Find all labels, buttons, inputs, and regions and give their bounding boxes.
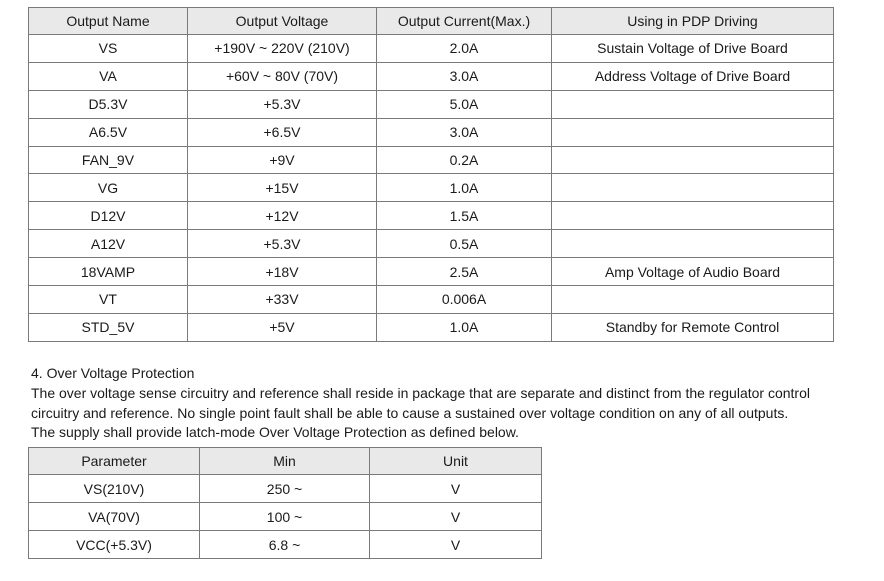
cell-output-current: 0.2A [377,146,552,174]
cell-output-voltage: +5V [188,313,377,341]
table-header-row [29,448,542,475]
table-row [29,258,834,286]
cell-parameter: VCC(+5.3V) [29,531,200,559]
cell-output-name: VT [29,286,188,314]
table-row [29,313,834,341]
table-row [29,475,542,503]
cell-output-current: 3.0A [377,62,552,90]
cell-output-current: 1.0A [377,313,552,341]
table-row [29,202,834,230]
cell-usage [552,90,834,118]
cell-usage [552,146,834,174]
cell-unit: V [370,503,542,531]
cell-output-name: VA [29,62,188,90]
cell-output-name: D5.3V [29,90,188,118]
cell-usage [552,118,834,146]
table-row [29,118,834,146]
cell-unit: V [370,531,542,559]
cell-min: 100 ~ [200,503,370,531]
cell-usage: Address Voltage of Drive Board [552,62,834,90]
header-output-current: Output Current(Max.) [377,8,552,35]
cell-output-voltage: +60V ~ 80V (70V) [188,62,377,90]
cell-parameter: VA(70V) [29,503,200,531]
table-row [29,35,834,63]
cell-min: 250 ~ [200,475,370,503]
header-min: Min [200,448,370,475]
cell-output-voltage: +12V [188,202,377,230]
section-text-line: The over voltage sense circuitry and reference shall reside in package that are separate and distinct from the regulator control [31,384,810,401]
cell-output-voltage: +190V ~ 220V (210V) [188,35,377,63]
table-row [29,531,542,559]
table-row [29,230,834,258]
cell-usage: Sustain Voltage of Drive Board [552,35,834,63]
section-text-line: circuitry and reference. No single point fault shall be able to cause a sustained over voltage condition on any of all outputs. [31,404,789,421]
section-text-line: The supply shall provide latch-mode Over Voltage Protection as defined below. [31,424,519,441]
cell-output-name: 18VAMP [29,258,188,286]
header-using-in-pdp: Using in PDP Driving [552,8,834,35]
cell-min: 6.8 ~ [200,531,370,559]
cell-output-current: 0.006A [377,286,552,314]
cell-unit: V [370,475,542,503]
cell-output-name: A6.5V [29,118,188,146]
cell-usage: Standby for Remote Control [552,313,834,341]
cell-output-current: 2.5A [377,258,552,286]
header-output-name: Output Name [29,8,188,35]
cell-output-name: STD_5V [29,313,188,341]
cell-output-current: 1.5A [377,202,552,230]
output-spec-table [28,7,834,342]
cell-parameter: VS(210V) [29,475,200,503]
cell-output-current: 5.0A [377,90,552,118]
table-row [29,146,834,174]
cell-output-voltage: +15V [188,174,377,202]
cell-output-current: 1.0A [377,174,552,202]
cell-output-name: D12V [29,202,188,230]
cell-usage [552,202,834,230]
cell-output-name: VS [29,35,188,63]
cell-usage [552,230,834,258]
table-header-row [29,8,834,35]
table-row [29,286,834,314]
table-row [29,62,834,90]
table-row [29,174,834,202]
cell-output-current: 3.0A [377,118,552,146]
header-parameter: Parameter [29,448,200,475]
cell-output-voltage: +6.5V [188,118,377,146]
cell-output-name: FAN_9V [29,146,188,174]
ovp-table [28,447,542,559]
cell-output-current: 0.5A [377,230,552,258]
table-row [29,90,834,118]
cell-output-current: 2.0A [377,35,552,63]
cell-output-name: VG [29,174,188,202]
header-unit: Unit [370,448,542,475]
cell-usage [552,174,834,202]
header-output-voltage: Output Voltage [188,8,377,35]
table-row [29,503,542,531]
cell-output-voltage: +5.3V [188,230,377,258]
cell-usage [552,286,834,314]
cell-output-voltage: +9V [188,146,377,174]
cell-usage: Amp Voltage of Audio Board [552,258,834,286]
section-heading: 4. Over Voltage Protection [31,365,195,381]
cell-output-voltage: +18V [188,258,377,286]
over-voltage-protection-section [31,364,831,443]
cell-output-name: A12V [29,230,188,258]
cell-output-voltage: +5.3V [188,90,377,118]
cell-output-voltage: +33V [188,286,377,314]
